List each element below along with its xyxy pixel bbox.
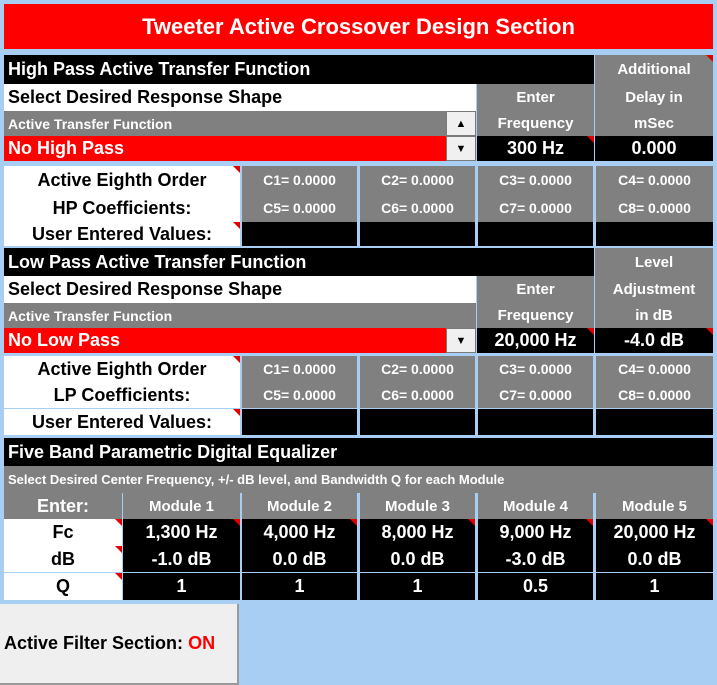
lp-user-value-1[interactable] [242, 409, 357, 435]
hp-coef-c7: C7= 0.0000 [478, 194, 593, 222]
eq-section-title: Five Band Parametric Digital Equalizer [4, 438, 713, 466]
hp-coef-c6: C6= 0.0000 [360, 194, 475, 222]
hp-user-label: User Entered Values: [4, 222, 240, 246]
hp-coef-label-1: Active Eighth Order [4, 166, 240, 194]
hp-coef-c1: C1= 0.0000 [242, 166, 357, 194]
page-title: Tweeter Active Crossover Design Section [4, 4, 713, 49]
hp-dropdown-button[interactable] [446, 136, 476, 161]
lp-level-label-1: Level [595, 248, 713, 276]
hp-user-value-4[interactable] [596, 222, 713, 246]
hp-delay-label-3: mSec [595, 111, 713, 136]
eq-db-3[interactable]: 0.0 dB [360, 546, 475, 572]
eq-fc-4[interactable]: 9,000 Hz [478, 519, 593, 546]
hp-delay-input[interactable]: 0.000 [595, 136, 713, 161]
hp-coef-c4: C4= 0.0000 [596, 166, 713, 194]
hp-coef-c3: C3= 0.0000 [478, 166, 593, 194]
hp-delay-label-2: Delay in [595, 84, 713, 111]
hp-user-value-1[interactable] [242, 222, 357, 246]
active-filter-label: Active Filter Section: [4, 633, 184, 653]
eq-q-label: Q [4, 573, 122, 600]
eq-q-3[interactable]: 1 [360, 573, 475, 600]
hp-atf-label: Active Transfer Function [4, 111, 446, 136]
hp-section-title: High Pass Active Transfer Function [4, 55, 594, 84]
eq-fc-3[interactable]: 8,000 Hz [360, 519, 475, 546]
lp-level-input[interactable]: -4.0 dB [595, 328, 713, 353]
eq-module-5-header: Module 5 [596, 493, 713, 519]
hp-coef-c5: C5= 0.0000 [242, 194, 357, 222]
lp-atf-label: Active Transfer Function [4, 303, 476, 328]
lp-coef-c6: C6= 0.0000 [360, 382, 475, 408]
lp-coef-c5: C5= 0.0000 [242, 382, 357, 408]
eq-module-4-header: Module 4 [478, 493, 593, 519]
hp-delay-label-1: Additional [595, 55, 713, 84]
lp-dropdown-button[interactable] [446, 328, 476, 353]
eq-module-3-header: Module 3 [360, 493, 475, 519]
hp-enter-label: Enter [477, 84, 594, 111]
eq-q-2[interactable]: 1 [242, 573, 357, 600]
hp-user-value-2[interactable] [360, 222, 475, 246]
hp-frequency-label: Frequency [477, 111, 594, 136]
hp-coef-label-2: HP Coefficients: [4, 194, 240, 222]
eq-q-5[interactable]: 1 [596, 573, 713, 600]
lp-response-select[interactable]: No Low Pass [4, 328, 446, 353]
eq-db-5[interactable]: 0.0 dB [596, 546, 713, 572]
eq-fc-2[interactable]: 4,000 Hz [242, 519, 357, 546]
lp-coef-c2: C2= 0.0000 [360, 356, 475, 382]
lp-section-title: Low Pass Active Transfer Function [4, 248, 594, 276]
lp-coef-label-1: Active Eighth Order [4, 356, 240, 382]
hp-spin-up-button[interactable] [446, 111, 476, 136]
hp-select-label: Select Desired Response Shape [4, 84, 476, 111]
eq-db-1[interactable]: -1.0 dB [123, 546, 240, 572]
eq-module-1-header: Module 1 [123, 493, 240, 519]
eq-q-1[interactable]: 1 [123, 573, 240, 600]
lp-user-value-2[interactable] [360, 409, 475, 435]
lp-coef-c3: C3= 0.0000 [478, 356, 593, 382]
lp-frequency-label: Frequency [477, 303, 594, 328]
lp-enter-label: Enter [477, 276, 594, 303]
eq-enter-label: Enter: [4, 493, 122, 519]
eq-db-label: dB [4, 546, 122, 572]
lp-coef-label-2: LP Coefficients: [4, 382, 240, 408]
eq-module-2-header: Module 2 [242, 493, 357, 519]
eq-db-2[interactable]: 0.0 dB [242, 546, 357, 572]
dropdown-arrow-icon: ▼ [455, 334, 467, 347]
lp-coef-c8: C8= 0.0000 [596, 382, 713, 408]
lp-user-value-4[interactable] [596, 409, 713, 435]
hp-coef-c8: C8= 0.0000 [596, 194, 713, 222]
active-filter-state: ON [188, 633, 216, 653]
eq-instructions: Select Desired Center Frequency, +/- dB level, and Bandwidth Q for each Module [4, 466, 713, 493]
eq-fc-1[interactable]: 1,300 Hz [123, 519, 240, 546]
hp-response-select[interactable]: No High Pass [4, 136, 446, 161]
eq-db-4[interactable]: -3.0 dB [478, 546, 593, 572]
lp-coef-c4: C4= 0.0000 [596, 356, 713, 382]
eq-fc-5[interactable]: 20,000 Hz [596, 519, 713, 546]
lp-frequency-input[interactable]: 20,000 Hz [477, 328, 594, 353]
lp-select-label: Select Desired Response Shape [4, 276, 476, 303]
eq-fc-label: Fc [4, 519, 122, 546]
lp-coef-c1: C1= 0.0000 [242, 356, 357, 382]
spin-up-arrow-icon: ▲ [455, 117, 467, 130]
hp-frequency-input[interactable]: 300 Hz [477, 136, 594, 161]
lp-user-label: User Entered Values: [4, 409, 240, 435]
lp-user-value-3[interactable] [478, 409, 593, 435]
active-filter-toggle-button[interactable] [0, 604, 239, 685]
dropdown-arrow-icon: ▼ [455, 142, 467, 155]
lp-level-label-3: in dB [595, 303, 713, 328]
lp-level-label-2: Adjustment [595, 276, 713, 303]
lp-coef-c7: C7= 0.0000 [478, 382, 593, 408]
eq-q-4[interactable]: 0.5 [478, 573, 593, 600]
hp-coef-c2: C2= 0.0000 [360, 166, 475, 194]
hp-user-value-3[interactable] [478, 222, 593, 246]
